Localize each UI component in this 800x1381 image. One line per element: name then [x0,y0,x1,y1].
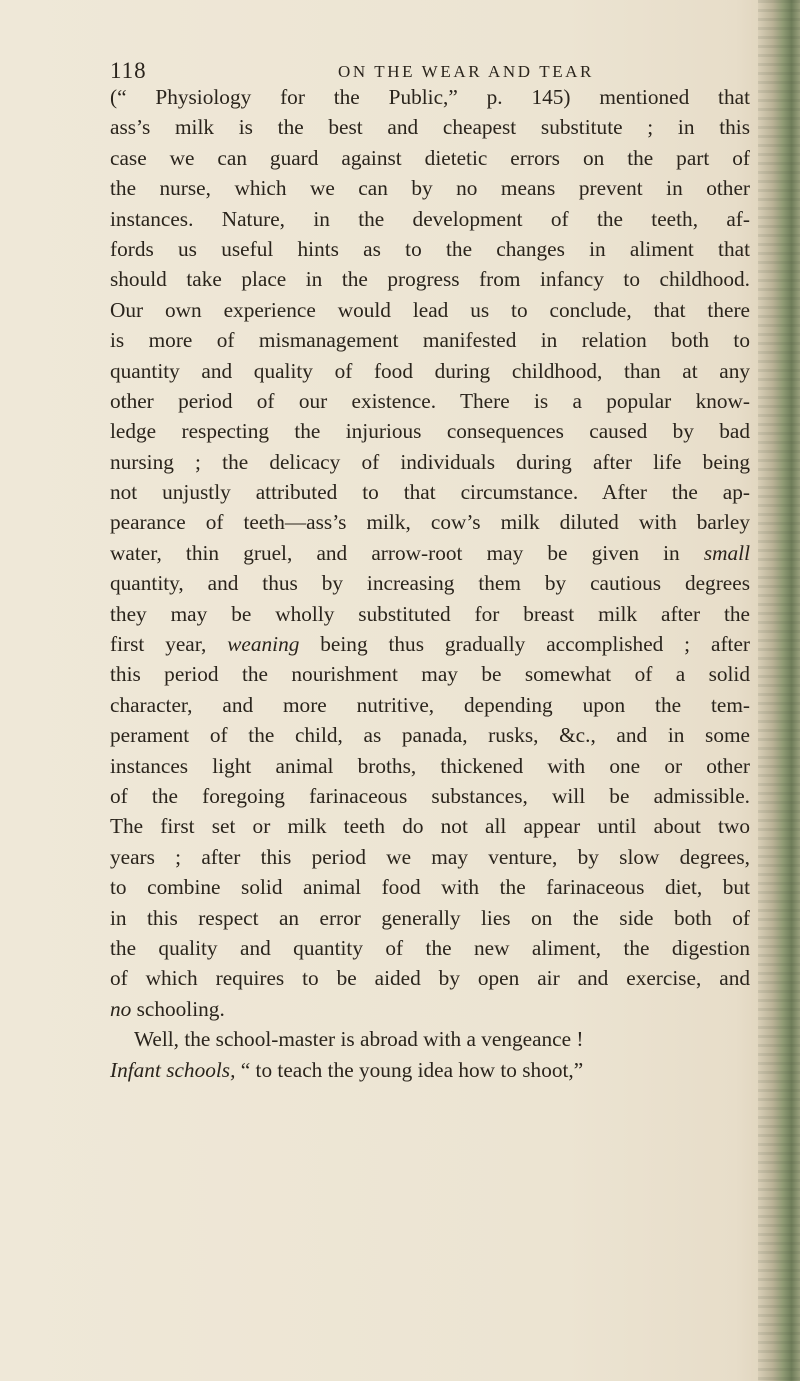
text-line: no schooling. [110,996,225,1021]
text-line: nursing ; the delicacy of individuals during after life being [110,449,750,474]
text-line: they may be wholly substituted for breast milk after the [110,601,750,626]
text-line: other period of our existence. There is a popular know- [110,388,750,413]
text-line: instances. Nature, in the development of the teeth, af- [110,206,750,231]
text-line: first year, weaning being thus gradually accomplished ; after [110,632,751,657]
text-line: Well, the school-master is abroad with a vengeance ! [134,1027,584,1052]
text-line: the quality and quantity of the new aliment, the digestion [110,935,750,960]
text-line: case we can guard against dietetic errors on the part of [110,145,750,170]
text-line: Infant schools, “ to teach the young idea how to shoot,” [110,1057,584,1082]
text-line: is more of mismanagement manifested in relation both to [110,328,750,353]
text-line: (“ Physiology for the Public,” p. 145) mentioned that [110,85,750,109]
text-line: ass’s milk is the best and cheapest substitute ; in this [110,115,750,140]
text-line: ledge respecting the injurious consequences caused by bad [110,419,750,444]
text-line: in this respect an error generally lies on the side both of [110,905,750,930]
text-line: character, and more nutritive, depending upon the tem- [110,692,750,717]
text-line: the nurse, which we can by no means prevent in other [110,176,750,201]
text-line: instances light animal broths, thickened with one or other [110,753,750,778]
text-line: of the foregoing farinaceous substances, will be admissible. [110,783,750,808]
text-line: The first set or milk teeth do not all appear until about two [110,814,750,839]
text-line: quantity and quality of food during childhood, than at any [110,358,750,383]
text-line: perament of the child, as panada, rusks, &c., and in some [110,723,750,748]
text-line: water, thin gruel, and arrow-root may be given in small [110,540,750,565]
running-head: ON THE WEAR AND TEAR [338,62,594,81]
text-line: not unjustly attributed to that circumstance. After the ap- [110,480,750,505]
text-line: this period the nourishment may be somewhat of a solid [110,662,750,687]
text-line: of which requires to be aided by open air and exercise, and [110,966,750,991]
text-line: Our own experience would lead us to conclude, that there [110,297,750,322]
text-line: pearance of teeth—ass’s milk, cow’s milk diluted with barley [110,510,750,535]
text-line: years ; after this period we may venture, by slow degrees, [110,844,750,869]
text-line: quantity, and thus by increasing them by cautious degrees [110,571,750,596]
text-line: to combine solid animal food with the farinaceous diet, but [110,875,750,900]
page-edge-binding [758,0,800,1381]
text-line: fords us useful hints as to the changes in aliment that [110,236,750,261]
body-text [110,82,750,1085]
text-line: should take place in the progress from infancy to childhood. [110,267,750,292]
page-number: 118 [110,58,147,83]
